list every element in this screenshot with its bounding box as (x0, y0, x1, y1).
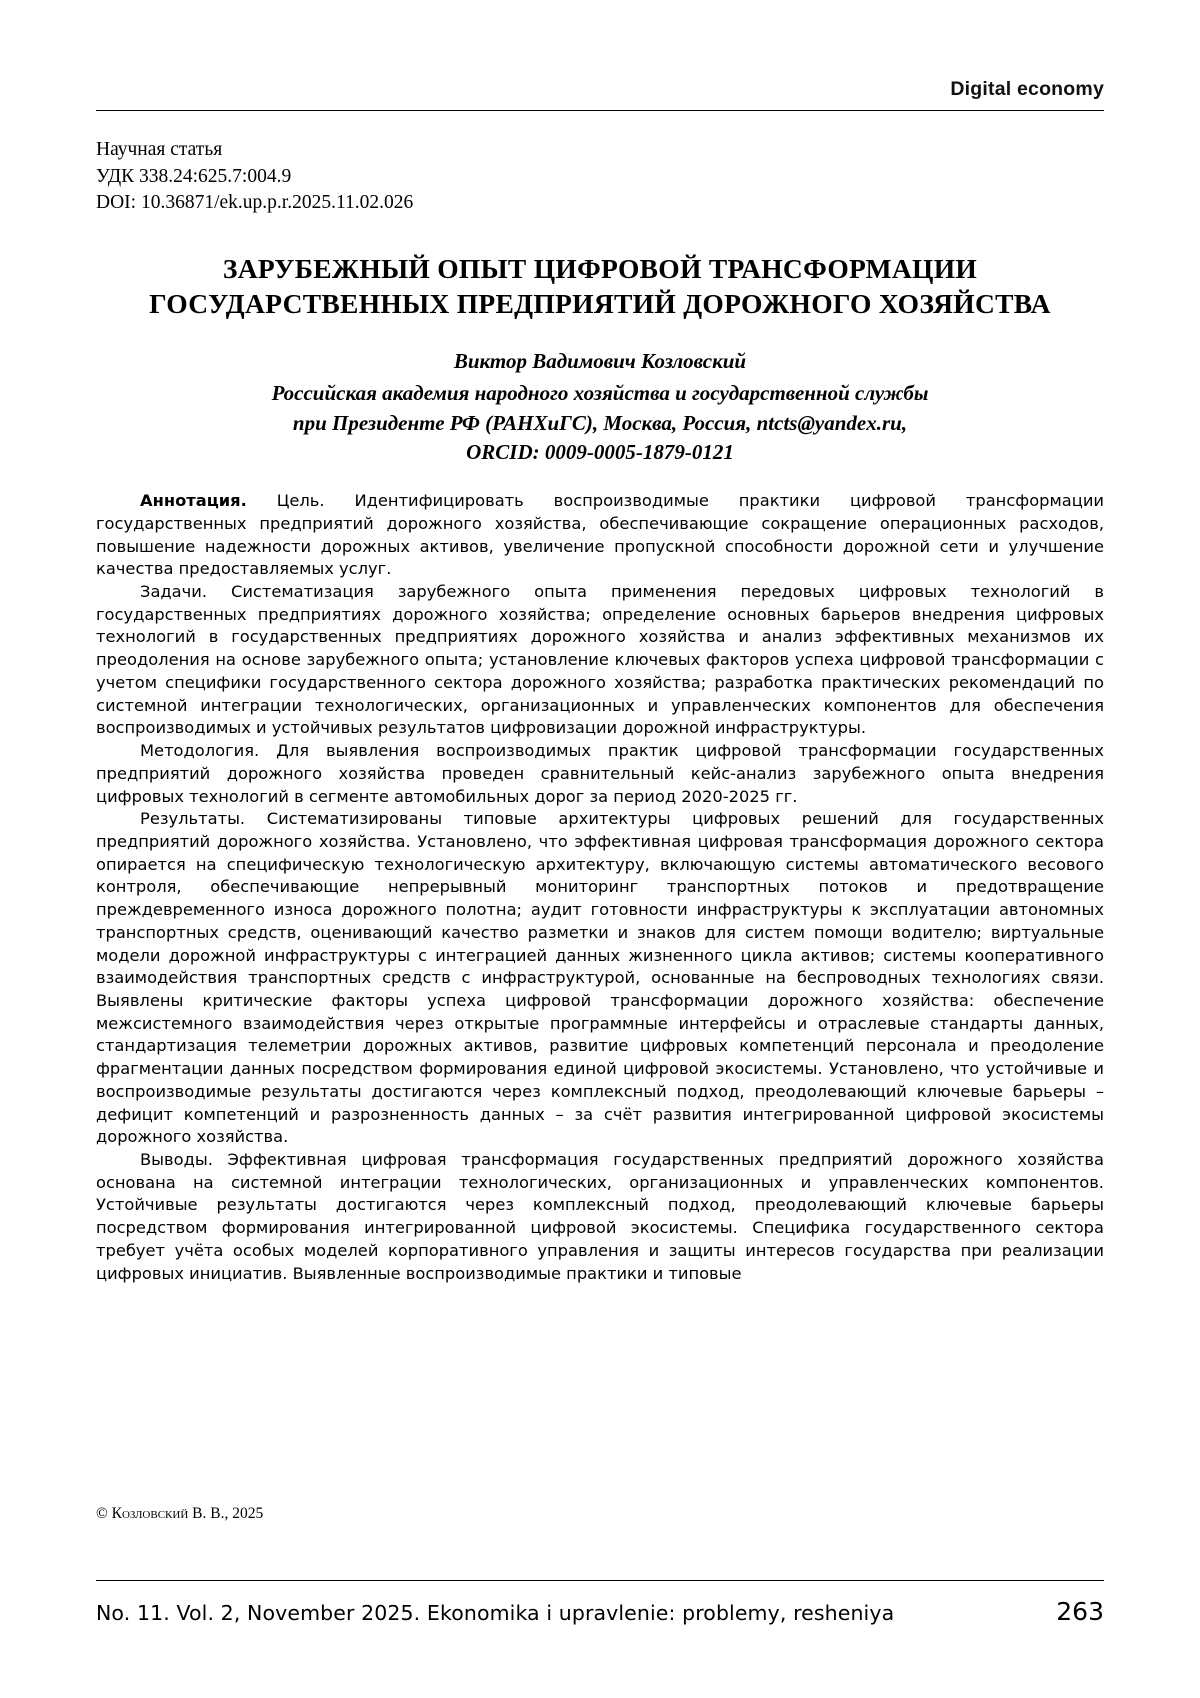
running-head: Digital economy (950, 78, 1104, 100)
copyright-footnote: © Козловский В. В., 2025 (96, 1505, 264, 1522)
doi: DOI: 10.36871/ek.up.p.r.2025.11.02.026 (96, 192, 414, 214)
page-number: 263 (1056, 1597, 1104, 1626)
author-affiliation-line-1: Российская академия народного хозяйства и государственной службы (271, 380, 929, 405)
article-meta (96, 137, 1104, 217)
abstract-paragraph: Выводы. Эффективная цифровая трансформация государственных предприятий дорожного хозяйства основана на системной интеграции технологических, организационных и управленческих компонентов. Устойчивые результаты достигаются через комплексный подход, преодолевающий ключевые барьеры посредством формирования интегрированной цифровой экосистемы. Специфика государственного сектора требует учёта особых моделей корпоративного управления и защиты интересов государства при реализации цифровых инициатив. Выявленные воспроизводимые практики и типовые (96, 1150, 1104, 1283)
abstract-label: Аннотация. (140, 491, 247, 511)
page-title: ЗАРУБЕЖНЫЙ ОПЫТ ЦИФРОВОЙ ТРАНСФОРМАЦИИ ГОСУДАРСТВЕННЫХ ПРЕДПРИЯТИЙ ДОРОЖНОГО ХОЗЯЙСТВА (149, 252, 1051, 319)
page-footer (96, 1580, 1104, 1626)
abstract-paragraph: Методология. Для выявления воспроизводимых практик цифровой трансформации государственных предприятий дорожного хозяйства проведен сравнительный кейс-анализ зарубежного опыта внедрения цифровых технологий в сегменте автомобильных дорог за период 2020-2025 гг. (96, 741, 1104, 806)
abstract-section (96, 490, 1104, 1285)
udk-code: УДК 338.24:625.7:004.9 (96, 165, 292, 187)
author-affiliation-line-2: при Президенте РФ (РАНХиГС), Москва, Россия, ntcts@yandex.ru, (292, 410, 908, 435)
footer-divider (96, 1580, 1104, 1581)
footer-citation: No. 11. Vol. 2, November 2025. Ekonomika i upravlenie: problemy, resheniya (96, 1601, 895, 1625)
abstract-paragraph: Результаты. Систематизированы типовые архитектуры цифровых решений для государственных предприятий дорожного хозяйства. Установлено, что эффективная цифровая трансформация дорожного сектора опирается на специфическую технологическую архитектуру, включающую системы автоматического весового контроля, обеспечивающие непрерывный мониторинг транспортных потоков и предотвращение преждевременного износа дорожного полотна; аудит готовности инфраструктуры к эксплуатации автономных транспортных средств, оценивающий качество разметки и знаков для систем помощи водителю; виртуальные модели дорожной инфраструктуры с интеграцией данных жизненного цикла активов; системы кооперативного взаимодействия транспортных средств с инфраструктурой, основанные на беспроводных технологиях связи. Выявлены критические факторы успеха цифровой трансформации дорожного хозяйства: обеспечение межсистемного взаимодействия через открытые программные интерфейсы и отраслевые стандарты данных, стандартизация телеметрии дорожных активов, развитие цифровых компетенций персонала и преодоление фрагментации данных посредством формирования единой цифровой экосистемы. Установлено, что устойчивые и воспроизводимые результаты достигаются через комплексный подход, преодолевающий ключевые барьеры – дефицит компетенций и разрозненность данных – за счёт развития интегрированной цифровой экосистемы дорожного хозяйства. (96, 809, 1104, 1147)
abstract-paragraph (96, 490, 1104, 581)
abstract-paragraph-text: Цель. Идентифицировать воспроизводимые практики цифровой трансформации государственных предприятий дорожного хозяйства, обеспечивающие сокращение операционных расходов, повышение надежности дорожных активов, увеличение пропускной способности дорожной сети и улучшение качества предоставляемых услуг. (96, 491, 1104, 579)
author-name: Виктор Вадимович Козловский (453, 348, 747, 373)
article-type: Научная статья (96, 139, 223, 160)
abstract-paragraph: Задачи. Систематизация зарубежного опыта применения передовых цифровых технологий в государственных предприятиях дорожного хозяйства; определение основных барьеров внедрения цифровых технологий в государственных предприятиях дорожного хозяйства и анализ эффективных механизмов их преодоления на основе зарубежного опыта; установление ключевых факторов успеха цифровой трансформации с учетом специфики государственного сектора дорожного хозяйства; разработка практических рекомендаций по системной интеграции технологических, организационных и управленческих компонентов для обеспечения воспроизводимых и устойчивых результатов цифровизации дорожной инфраструктуры. (96, 582, 1104, 738)
header-divider (96, 110, 1104, 111)
author-orcid: ORCID: 0009-0005-1879-0121 (466, 440, 734, 465)
